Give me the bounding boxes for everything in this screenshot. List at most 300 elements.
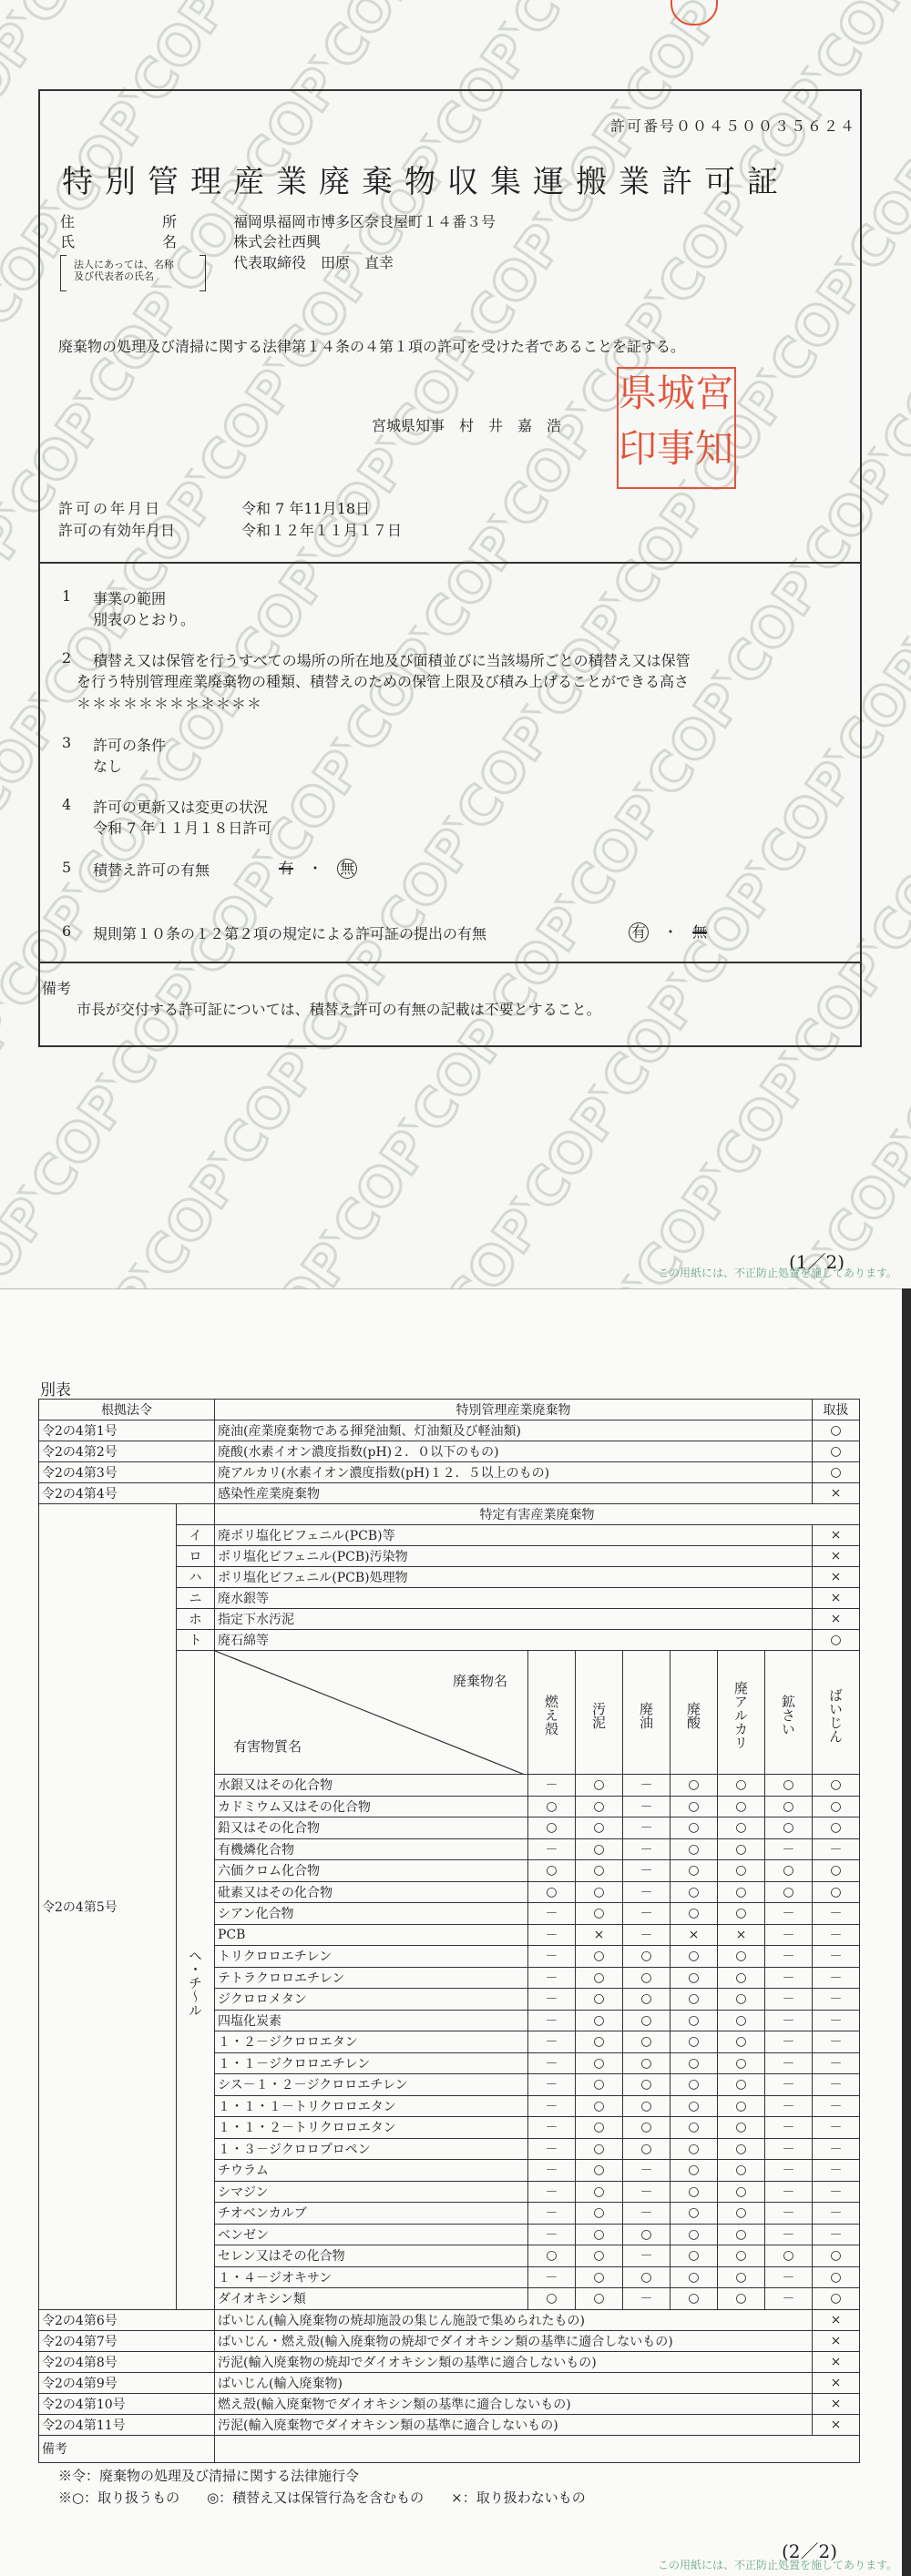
matrix-mark: ○	[576, 2203, 623, 2225]
matrix-mark: ○	[576, 1775, 623, 1797]
legend-footnote: ※○：取り扱うもの ◎：積替え又は保管行為を含むもの ×：取り扱わないもの	[58, 2489, 586, 2506]
matrix-mark: －	[765, 1903, 813, 1925]
substance-cell: 水銀又はその化合物	[215, 1775, 528, 1797]
matrix-mark: －	[765, 2031, 813, 2053]
handling-mark: ○	[813, 1441, 860, 1462]
specified-header: 特定有害産業廃棄物	[215, 1504, 860, 1525]
matrix-mark: －	[528, 1775, 576, 1797]
letter-cell: イ	[177, 1525, 215, 1546]
waste-cell: 廃石綿等	[215, 1630, 813, 1651]
matrix-mark: ○	[576, 2288, 623, 2310]
matrix-mark: ○	[718, 2074, 765, 2096]
matrix-mark: ○	[528, 1796, 576, 1817]
matrix-mark: －	[623, 2181, 670, 2203]
matrix-mark: ○	[528, 1817, 576, 1839]
item-number: 5	[62, 859, 72, 876]
matrix-mark: ○	[670, 2031, 718, 2053]
matrix-mark: ○	[670, 2095, 718, 2117]
matrix-mark: －	[813, 2095, 860, 2117]
letter-cell: ロ	[177, 1546, 215, 1567]
matrix-mark: －	[813, 2138, 860, 2160]
matrix-mark: ○	[813, 1860, 860, 1882]
handling-mark: ×	[813, 2309, 860, 2330]
matrix-mark: ○	[718, 1903, 765, 1925]
matrix-column-header: 廃アルカリ	[718, 1651, 765, 1775]
matrix-mark: ○	[576, 2138, 623, 2160]
waste-name-label: 廃棄物名	[452, 1673, 507, 1689]
matrix-mark: －	[813, 2203, 860, 2225]
matrix-column-header: 汚泥	[576, 1651, 623, 1775]
item-heading: 積替え又は保管を行うすべての場所の所在地及び面積並びに当該場所ごとの積替え又は保管	[93, 652, 691, 669]
matrix-mark: ○	[718, 1860, 765, 1882]
footnote: ※令：廃棄物の処理及び清掃に関する法律施行令	[58, 2468, 360, 2484]
item-number: 2	[62, 649, 72, 667]
matrix-mark: －	[528, 2181, 576, 2203]
table-row	[39, 2309, 860, 2330]
matrix-mark: －	[528, 2052, 576, 2074]
matrix-mark: ○	[765, 1881, 813, 1903]
matrix-mark: －	[623, 2245, 670, 2267]
representative: 代表取締役 田原 直幸	[233, 254, 394, 271]
matrix-column-header: ばいじん	[813, 1651, 860, 1775]
matrix-mark: ○	[576, 1796, 623, 1817]
item-number: 6	[62, 922, 72, 940]
table-row	[39, 1441, 860, 1462]
substance-cell: １・２－ジクロロエタン	[215, 2031, 528, 2053]
matrix-mark: ○	[576, 2160, 623, 2182]
matrix-mark: －	[623, 1838, 670, 1860]
matrix-mark: ○	[576, 2074, 623, 2096]
substance-cell: 四塩化炭素	[215, 2010, 528, 2031]
matrix-mark: ○	[765, 1817, 813, 1839]
item-number: 4	[62, 796, 72, 813]
matrix-mark: ○	[670, 2181, 718, 2203]
matrix-mark: ○	[670, 1775, 718, 1797]
matrix-mark: ○	[670, 2288, 718, 2310]
matrix-mark: ○	[576, 1860, 623, 1882]
matrix-mark: ○	[718, 2224, 765, 2245]
item-body: 別表のとおり。	[93, 611, 196, 628]
matrix-mark: －	[623, 1775, 670, 1797]
waste-cell: ばいじん・燃え殻(輸入廃棄物の焼却でダイオキシン類の基準に適合しないもの)	[215, 2330, 813, 2351]
matrix-mark: －	[813, 2074, 860, 2096]
matrix-mark: ○	[718, 1796, 765, 1817]
item-heading: 許可の条件	[93, 737, 167, 754]
item-heading: 許可の更新又は変更の状況	[93, 799, 269, 816]
substance-cell: シス－１・２－ジクロロエチレン	[215, 2074, 528, 2096]
scan-edge	[902, 1288, 911, 2576]
table-row	[39, 2330, 860, 2351]
matrix-mark: －	[623, 1881, 670, 1903]
remarks-cell	[215, 2435, 860, 2462]
matrix-mark: －	[813, 2117, 860, 2139]
corp-note-line: 及び代表者の氏名	[74, 270, 154, 282]
matrix-mark: －	[528, 2203, 576, 2225]
matrix-mark: －	[813, 2052, 860, 2074]
matrix-mark: －	[765, 2074, 813, 2096]
governor-name: 宮城県知事 村 井 嘉 浩	[372, 417, 562, 434]
matrix-mark: ×	[670, 1924, 718, 1946]
matrix-mark: －	[813, 2031, 860, 2053]
corp-note-line: 法人にあっては、名称	[74, 259, 174, 270]
matrix-mark: ○	[718, 2052, 765, 2074]
matrix-mark: ○	[670, 2203, 718, 2225]
page-number: (1／2)	[789, 1251, 845, 1273]
matrix-column-header: 廃油	[623, 1651, 670, 1775]
page-number: (2／2)	[782, 2540, 838, 2562]
matrix-mark: ○	[765, 1775, 813, 1797]
table-row	[39, 2414, 860, 2435]
matrix-mark: ○	[718, 2095, 765, 2117]
matrix-mark: ○	[718, 2288, 765, 2310]
item-number: 3	[62, 734, 72, 751]
matrix-mark: ○	[576, 2010, 623, 2031]
matrix-mark: －	[765, 2010, 813, 2031]
handling-mark: ×	[813, 1567, 860, 1588]
waste-cell: ポリ塩化ビフェニル(PCB)汚染物	[215, 1546, 813, 1567]
matrix-mark: ○	[670, 1860, 718, 1882]
matrix-mark: ○	[576, 1881, 623, 1903]
divider	[38, 562, 862, 564]
matrix-mark: ○	[670, 2117, 718, 2139]
matrix-mark: ○	[718, 2010, 765, 2031]
matrix-mark: －	[813, 1967, 860, 1989]
handling-mark: ×	[813, 1588, 860, 1609]
law-cell: 令2の4第9号	[39, 2372, 215, 2393]
matrix-mark: ○	[718, 2117, 765, 2139]
substance-cell: 鉛又はその化合物	[215, 1817, 528, 1839]
matrix-mark: －	[623, 1903, 670, 1925]
matrix-mark: ○	[670, 1903, 718, 1925]
matrix-mark: ○	[670, 2010, 718, 2031]
matrix-mark: －	[765, 2052, 813, 2074]
table-row	[39, 1420, 860, 1441]
table-row	[39, 1483, 860, 1504]
matrix-mark: ○	[813, 1881, 860, 1903]
substance-cell: １・４－ジオキサン	[215, 2266, 528, 2288]
matrix-mark: ○	[670, 2245, 718, 2267]
law-cell: 令2の4第6号	[39, 2309, 215, 2330]
matrix-mark: ○	[528, 2245, 576, 2267]
matrix-mark: ○	[528, 1860, 576, 1882]
matrix-mark: －	[765, 1946, 813, 1968]
paper-notice: この用紙には、不正防止処置を施してあります。	[658, 2559, 898, 2571]
matrix-mark: ○	[670, 1967, 718, 1989]
matrix-mark: ○	[718, 1817, 765, 1839]
matrix-mark: －	[528, 2117, 576, 2139]
handling-mark: ×	[813, 2330, 860, 2351]
waste-cell: 汚泥(輸入廃棄物でダイオキシン類の基準に適合しないもの)	[215, 2414, 813, 2435]
certification-text: 廃棄物の処理及び清掃に関する法律第１４条の４第１項の許可を受けた者であることを証する。	[58, 338, 686, 355]
separator: ・	[663, 923, 679, 941]
table-row	[39, 1462, 860, 1483]
matrix-mark: ○	[576, 2052, 623, 2074]
matrix-mark: ○	[623, 2052, 670, 2074]
permit-date: 令和 7 年11月18日	[241, 500, 371, 517]
matrix-mark: ○	[623, 2117, 670, 2139]
matrix-mark: ○	[576, 2031, 623, 2053]
matrix-mark: ○	[718, 2138, 765, 2160]
permit-number: 許可番号００４５００３５６２４	[609, 117, 856, 135]
matrix-mark: －	[765, 1989, 813, 2011]
matrix-mark: ○	[670, 1817, 718, 1839]
matrix-mark: －	[813, 2160, 860, 2182]
matrix-mark: －	[765, 2181, 813, 2203]
matrix-mark: ○	[623, 2224, 670, 2245]
waste-cell: 燃え殻(輸入廃棄物でダイオキシン類の基準に適合しないもの)	[215, 2393, 813, 2414]
law-cell: 令2の4第7号	[39, 2330, 215, 2351]
item-body: なし	[93, 758, 123, 775]
matrix-mark: ○	[718, 1967, 765, 1989]
matrix-mark: －	[528, 2031, 576, 2053]
substance-cell: テトラクロロエチレン	[215, 1967, 528, 1989]
matrix-mark: ○	[623, 2266, 670, 2288]
waste-cell: 指定下水汚泥	[215, 1609, 813, 1630]
substance-cell: カドミウム又はその化合物	[215, 1796, 528, 1817]
table-row	[39, 2351, 860, 2372]
law-cell: 令2の4第5号	[39, 1504, 177, 2310]
handling-mark: ×	[813, 2372, 860, 2393]
substance-cell: １・１－ジクロロエチレン	[215, 2052, 528, 2074]
letter-cell: ニ	[177, 1588, 215, 1609]
matrix-mark: ○	[576, 2266, 623, 2288]
paper-notice: この用紙には、不正防止処置を施してあります。	[658, 1267, 898, 1279]
name-value: 株式会社西興	[233, 233, 322, 250]
matrix-mark: ○	[670, 2074, 718, 2096]
matrix-mark: －	[623, 2203, 670, 2225]
matrix-mark: ○	[576, 1967, 623, 1989]
matrix-mark: －	[765, 2138, 813, 2160]
option-no-selected: 無	[337, 859, 357, 879]
matrix-mark: ○	[718, 2181, 765, 2203]
matrix-mark: －	[528, 1903, 576, 1925]
matrix-mark: －	[813, 1989, 860, 2011]
substance-cell: チウラム	[215, 2160, 528, 2182]
substance-cell: PCB	[215, 1924, 528, 1946]
item-body: 令和 7 年１１月１８日許可	[93, 820, 272, 837]
remarks-label: 備考	[39, 2435, 215, 2462]
matrix-mark: ○	[718, 1946, 765, 1968]
corp-note	[60, 255, 206, 291]
handling-mark: ○	[813, 1420, 860, 1441]
matrix-mark: ○	[718, 1881, 765, 1903]
matrix-mark: ○	[670, 2160, 718, 2182]
matrix-mark: －	[528, 2095, 576, 2117]
law-cell: 令2の4第8号	[39, 2351, 215, 2372]
matrix-mark: ×	[576, 1924, 623, 1946]
substance-cell: トリクロロエチレン	[215, 1946, 528, 1968]
matrix-mark: －	[765, 2095, 813, 2117]
matrix-mark: －	[623, 1817, 670, 1839]
matrix-mark: ○	[576, 2224, 623, 2245]
option-yes: 有	[279, 860, 294, 877]
matrix-column-header: 鉱さい	[765, 1651, 813, 1775]
substance-cell: ダイオキシン類	[215, 2288, 528, 2310]
law-cell: 令2の4第11号	[39, 2414, 215, 2435]
item-body: を行う特別管理産業廃棄物の種類、積替えのための保管上限及び積み上げることができる高さ	[77, 673, 690, 690]
matrix-mark: －	[813, 2224, 860, 2245]
address-value: 福岡県福岡市博多区奈良屋町１４番３号	[233, 213, 496, 230]
matrix-mark: －	[528, 1989, 576, 2011]
matrix-mark: ○	[813, 2266, 860, 2288]
substance-cell: シマジン	[215, 2181, 528, 2203]
matrix-mark: －	[813, 1838, 860, 1860]
substance-cell: １・１・１－トリクロロエタン	[215, 2095, 528, 2117]
matrix-mark: ○	[718, 1838, 765, 1860]
substance-cell: ベンゼン	[215, 2224, 528, 2245]
matrix-mark: －	[765, 2203, 813, 2225]
matrix-mark: －	[528, 1924, 576, 1946]
law-cell: 令2の4第1号	[39, 1420, 215, 1441]
matrix-mark: ○	[765, 1860, 813, 1882]
waste-scope-table	[38, 1399, 860, 2463]
matrix-mark: ○	[813, 2245, 860, 2267]
page-title: 特別管理産業廃棄物収集運搬業許可証	[62, 164, 790, 200]
substance-name-label: 有害物質名	[233, 1738, 302, 1755]
substance-cell: セレン又はその化合物	[215, 2245, 528, 2267]
governor-seal: 宮城県 知事印	[617, 367, 736, 489]
matrix-mark: ○	[670, 1838, 718, 1860]
matrix-mark: －	[813, 2181, 860, 2203]
matrix-mark: －	[623, 1796, 670, 1817]
matrix-mark: ○	[813, 1796, 860, 1817]
matrix-mark: －	[765, 1967, 813, 1989]
blank-cell	[177, 1504, 215, 1525]
item-extra: ＊＊＊＊＊＊＊＊＊＊＊＊	[77, 695, 263, 712]
matrix-mark: ○	[813, 1817, 860, 1839]
handling-mark: ×	[813, 2351, 860, 2372]
matrix-mark: ○	[813, 1775, 860, 1797]
letter-cell: ハ	[177, 1567, 215, 1588]
handling-mark: ×	[813, 2393, 860, 2414]
waste-cell: 廃酸(水素イオン濃度指数(pH)２．０以下のもの)	[215, 1441, 813, 1462]
handling-mark: ×	[813, 1483, 860, 1504]
matrix-mark: ○	[813, 2288, 860, 2310]
remarks-row	[39, 2435, 860, 2462]
matrix-mark: ○	[718, 2031, 765, 2053]
matrix-mark: ×	[718, 1924, 765, 1946]
law-cell: 令2の4第4号	[39, 1483, 215, 1504]
matrix-mark: ○	[718, 2266, 765, 2288]
matrix-mark: ○	[623, 1946, 670, 1968]
handling-mark: ×	[813, 1609, 860, 1630]
matrix-mark: －	[623, 2160, 670, 2182]
matrix-mark: －	[813, 1903, 860, 1925]
divider	[38, 962, 862, 963]
handling-mark: ×	[813, 2414, 860, 2435]
matrix-mark: ○	[576, 2181, 623, 2203]
matrix-mark: －	[528, 2160, 576, 2182]
matrix-mark: ○	[765, 2245, 813, 2267]
matrix-mark: ○	[670, 2266, 718, 2288]
matrix-mark: －	[528, 2074, 576, 2096]
waste-cell: 感染性産業廃棄物	[215, 1483, 813, 1504]
matrix-mark: －	[765, 2266, 813, 2288]
matrix-mark: ○	[576, 1946, 623, 1968]
matrix-mark: ○	[670, 2052, 718, 2074]
matrix-column-header: 廃酸	[670, 1651, 718, 1775]
address-label: 住 所	[60, 213, 178, 230]
waste-cell: 汚泥(輸入廃棄物の焼却でダイオキシン類の基準に適合しないもの)	[215, 2351, 813, 2372]
matrix-mark: ○	[623, 2010, 670, 2031]
matrix-mark: －	[813, 1946, 860, 1968]
matrix-mark: ○	[528, 1881, 576, 1903]
matrix-mark: ○	[623, 2074, 670, 2096]
waste-cell: 廃アルカリ(水素イオン濃度指数(pH)１２．５以上のもの)	[215, 1462, 813, 1483]
matrix-mark: ○	[576, 2117, 623, 2139]
matrix-mark: ○	[576, 1838, 623, 1860]
matrix-mark: ○	[718, 1989, 765, 2011]
waste-cell: 廃油(産業廃棄物である揮発油類、灯油類及び軽油類)	[215, 1420, 813, 1441]
letter-range-cell: ヘ・チ～ル	[177, 1651, 215, 2310]
waste-cell: 廃ポリ塩化ビフェニル(PCB)等	[215, 1525, 813, 1546]
matrix-mark: ○	[718, 2203, 765, 2225]
matrix-mark: ○	[576, 2095, 623, 2117]
substance-cell: １・３－ジクロロプロペン	[215, 2138, 528, 2160]
matrix-column-header: 燃え殻	[528, 1651, 576, 1775]
waste-cell: ポリ塩化ビフェニル(PCB)処理物	[215, 1567, 813, 1588]
matrix-mark: ○	[670, 1989, 718, 2011]
matrix-mark: －	[528, 1967, 576, 1989]
header-handling: 取扱	[813, 1400, 860, 1420]
matrix-mark: ○	[670, 2224, 718, 2245]
option-yes-selected: 有	[629, 922, 649, 942]
option-no: 無	[692, 923, 708, 941]
substance-cell: 六価クロム化合物	[215, 1860, 528, 1882]
waste-cell: ばいじん(輸入廃棄物)	[215, 2372, 813, 2393]
matrix-mark: ○	[670, 1881, 718, 1903]
diagonal-line	[215, 1651, 528, 1775]
item-heading: 積替え許可の有無	[93, 861, 210, 879]
letter-cell: ホ	[177, 1609, 215, 1630]
matrix-mark: －	[528, 1946, 576, 1968]
item-heading: 規則第１０条の１２第２項の規定による許可証の提出の有無	[93, 925, 487, 942]
matrix-mark: －	[813, 1924, 860, 1946]
matrix-mark: －	[528, 1838, 576, 1860]
substance-cell: シアン化合物	[215, 1903, 528, 1925]
matrix-mark: ○	[528, 2288, 576, 2310]
matrix-mark: ○	[670, 1946, 718, 1968]
substance-cell: チオベンカルブ	[215, 2203, 528, 2225]
transfer-permit-choice	[279, 857, 357, 879]
matrix-mark: －	[528, 2224, 576, 2245]
table-row	[39, 2372, 860, 2393]
header-waste: 特別管理産業廃棄物	[215, 1400, 813, 1420]
substance-cell: ジクロロメタン	[215, 1989, 528, 2011]
handling-mark: ×	[813, 1546, 860, 1567]
specified-header-row	[39, 1504, 860, 1525]
matrix-mark: ○	[670, 2138, 718, 2160]
table-title: 別表	[40, 1381, 71, 1400]
matrix-mark: －	[765, 1924, 813, 1946]
matrix-mark: ○	[718, 2245, 765, 2267]
handling-mark: ○	[813, 1462, 860, 1483]
header-law: 根拠法令	[39, 1400, 215, 1420]
matrix-mark: ○	[623, 1989, 670, 2011]
table-row	[39, 2393, 860, 2414]
expiry-label: 許可の有効年月日	[58, 522, 176, 539]
matrix-mark: －	[813, 2010, 860, 2031]
matrix-mark: ○	[576, 1903, 623, 1925]
handling-mark: ○	[813, 1630, 860, 1651]
matrix-mark: －	[623, 1924, 670, 1946]
handling-mark: ×	[813, 1525, 860, 1546]
waste-cell: ばいじん(輸入廃棄物の焼却施設の集じん施設で集められたもの)	[215, 2309, 813, 2330]
matrix-mark: －	[623, 2288, 670, 2310]
matrix-mark: ○	[623, 2031, 670, 2053]
remarks-text: 市長が交付する許可証については、積替え許可の有無の記載は不要とすること。	[77, 1001, 601, 1018]
law-cell: 令2の4第3号	[39, 1462, 215, 1483]
